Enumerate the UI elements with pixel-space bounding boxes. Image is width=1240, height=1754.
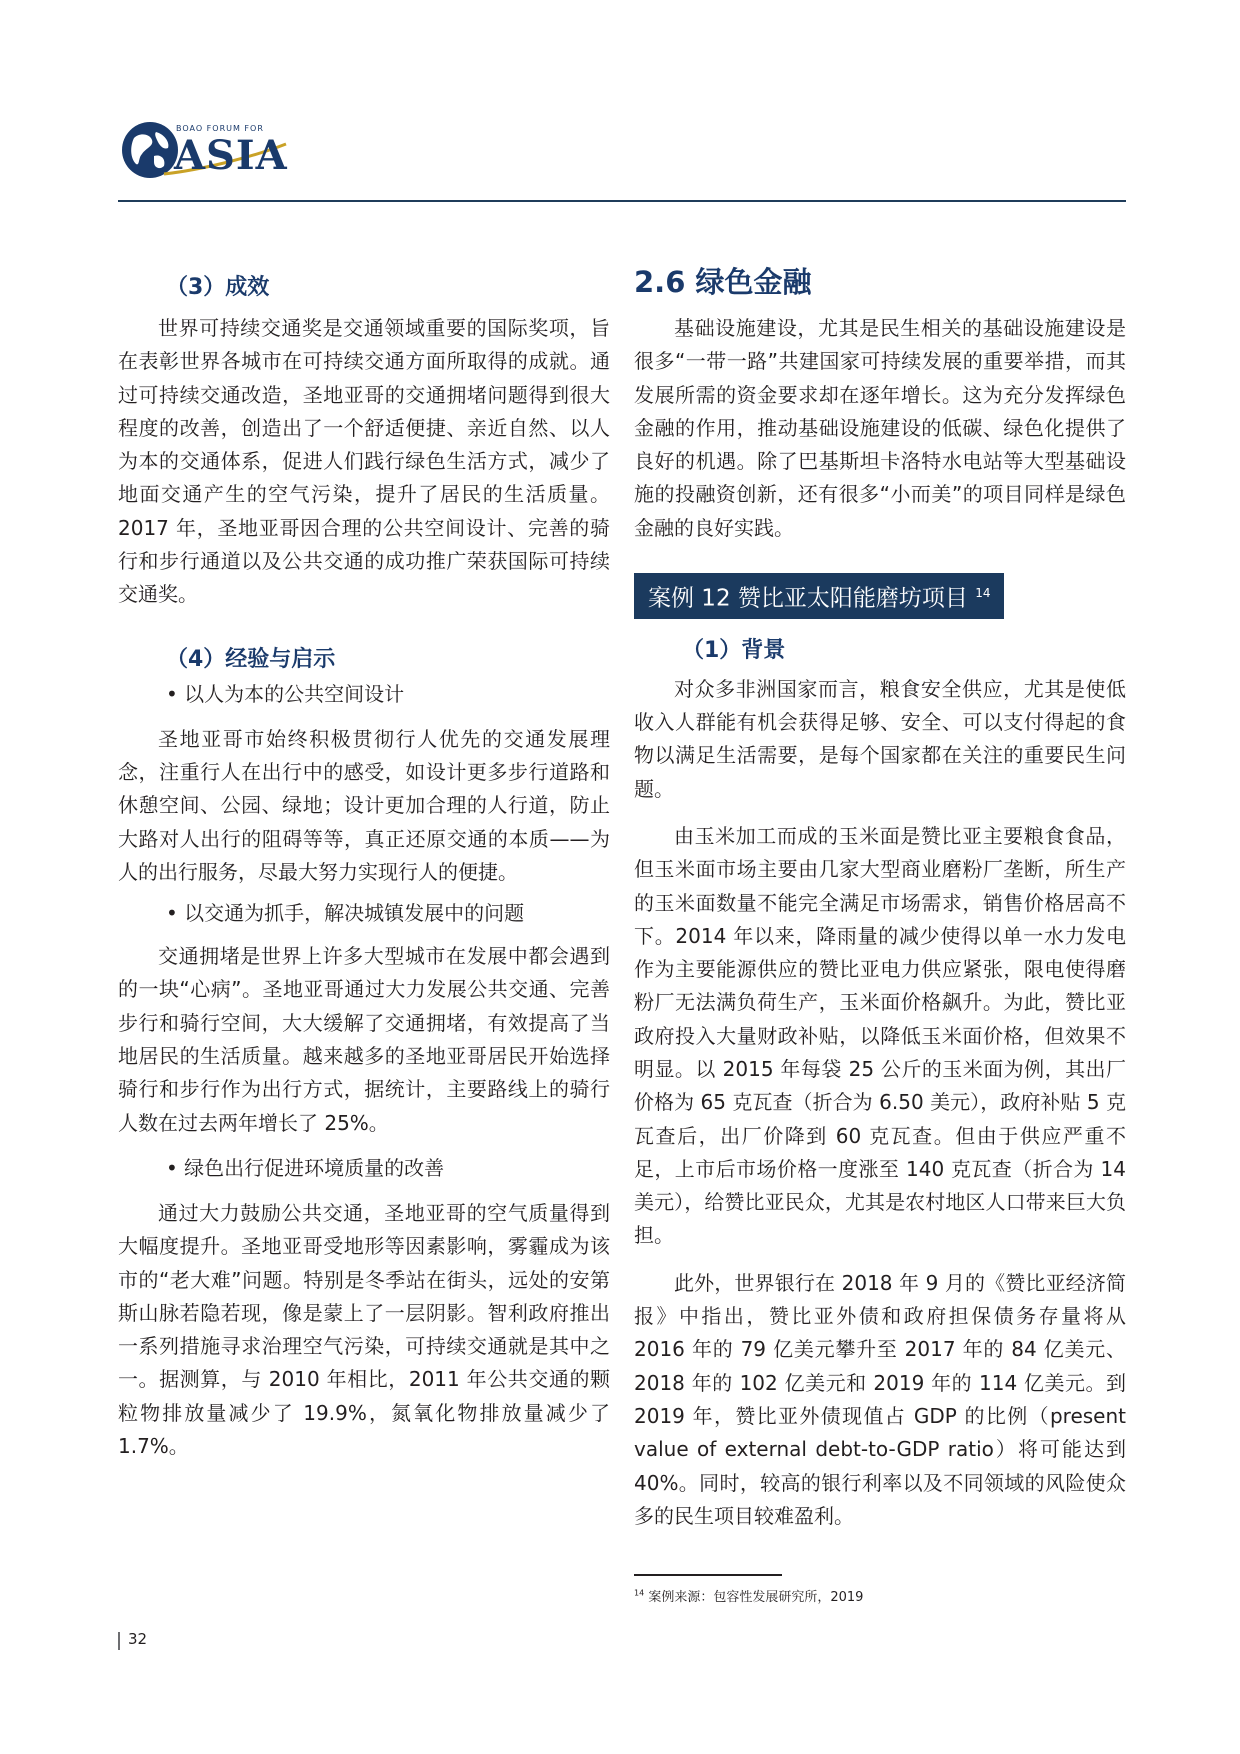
bullet-people-centered: • 以人为本的公共空间设计 — [166, 681, 405, 706]
footnote — [634, 1586, 863, 1605]
paragraph-green-finance: 基础设施建设，尤其是民生相关的基础设施建设是很多“一带一路”共建国家可持续发展的重要举措，而其发展所需的资金要求却在逐年增长。这为充分发挥绿色金融的作用，推动基础设施建设的低碳、绿色化提供了良好的机遇。除了巴基斯坦卡洛特水电站等大型基础设施的投融资创新，还有很多“小而美”的项目同样是绿色金融的良好实践。 — [634, 316, 1126, 540]
left-column — [118, 270, 610, 1463]
page-number-bar — [118, 1632, 120, 1650]
logo-top-text: BOAO FORUM FOR — [176, 124, 264, 133]
case-box-wrapper — [634, 573, 1126, 619]
heading-background: （1）背景 — [682, 637, 786, 663]
footnote-text: 案例来源：包容性发展研究所，2019 — [648, 1590, 864, 1605]
section-title: 2.6 绿色金融 — [634, 265, 812, 299]
paragraph-people-centered: 圣地亚哥市始终积极贯彻行人优先的交通发展理念，注重行人在出行中的感受，如设计更多步行道路和休憩空间、公园、绿地；设计更加合理的人行道，防止大路对人出行的阻碍等等，真正还原交通的本质——为人的出行服务，尽最大努力实现行人的便捷。 — [118, 726, 610, 884]
paragraph-food-security: 对众多非洲国家而言，粮食安全供应，尤其是使低收入人群能有机会获得足够、安全、可以支付得起的食物以满足生活需要，是每个国家都在关注的重要民生问题。 — [634, 676, 1126, 801]
page-number: 32 — [128, 1630, 148, 1648]
paragraph-effects: 世界可持续交通奖是交通领域重要的国际奖项，旨在表彰世界各城市在可持续交通方面所取得的成就。通过可持续交通改造，圣地亚哥的交通拥堵问题得到很大程度的改善，创造出了一个舒适便捷、亲近自然、以人为本的交通体系，促进人们践行绿色生活方式，减少了地面交通产生的空气污染，提升了居民的生活质量。2017 年，圣地亚哥因合理的公共空间设计、完善的骑行和步行通道以及公共交通的成功推广荣获国际可持续交通奖。 — [118, 316, 610, 607]
paragraph-transport-lever: 交通拥堵是世界上许多大型城市在发展中都会遇到的一块“心病”。圣地亚哥通过大力发展公共交通、完善步行和骑行空间，大大缓解了交通拥堵，有效提高了当地居民的生活质量。越来越多的圣地亚哥居民开始选择骑行和步行作为出行方式，据统计，主要路线上的骑行人数在过去两年增长了 25%。 — [118, 944, 610, 1135]
bullet-transport-lever: • 以交通为抓手，解决城镇发展中的问题 — [166, 901, 525, 926]
heading-lessons: （4）经验与启示 — [166, 646, 336, 672]
boao-forum-logo — [120, 118, 290, 184]
paragraph-debt: 此外，世界银行在 2018 年 9 月的《赞比亚经济简报》中指出，赞比亚外债和政府担保债务存量将从 2016 年的 79 亿美元攀升至 2017 年的 84 亿美元、2018 年的 102 亿美元和 2019 年的 114 亿美元。到 2019 年，赞比亚外债现值占 GDP 的比例（present value of external debt-to-GDP ratio）将可能达到 40%。同时，较高的银行利率以及不同领域的风险使众多的民生项目较难盈利。 — [634, 1270, 1126, 1528]
case-title-box — [634, 573, 1004, 619]
footnote-number: 14 — [634, 1588, 645, 1598]
header-rule — [118, 200, 1126, 202]
paragraph-maize-market: 由玉米加工而成的玉米面是赞比亚主要粮食食品，但玉米面市场主要由几家大型商业磨粉厂垄断，所生产的玉米面数量不能完全满足市场需求，销售价格居高不下。2014 年以来，降雨量的减少使得以单一水力发电作为主要能源供应的赞比亚电力供应紧张，限电使得磨粉厂无法满负荷生产，玉米面价格飙升。为此，赞比亚政府投入大量财政补贴，以降低玉米面价格，但效果不明显。以 2015 年每袋 25 公斤的玉米面为例，其出厂价格为 65 克瓦查（折合为 6.50 美元），政府补贴 5 克瓦查后，出厂价降到 60 克瓦查。但由于供应严重不足，上市后市场价格一度涨至 140 克瓦查（折合为 14 美元），给赞比亚民众，尤其是农村地区人口带来巨大负担。 — [634, 823, 1126, 1248]
logo-main-text: ASIA — [174, 132, 288, 179]
heading-effects: （3）成效 — [166, 275, 270, 300]
right-column — [634, 262, 1126, 1533]
case-footnote-ref: 14 — [975, 586, 991, 601]
case-title: 案例 12 赞比亚太阳能磨坊项目 — [648, 585, 968, 612]
bullet-green-travel: • 绿色出行促进环境质量的改善 — [166, 1155, 445, 1180]
footnote-rule — [634, 1574, 782, 1576]
paragraph-green-travel: 通过大力鼓励公共交通，圣地亚哥的空气质量得到大幅度提升。圣地亚哥受地形等因素影响，雾霾成为该市的“老大难”问题。特别是冬季站在街头，远处的安第斯山脉若隐若现，像是蒙上了一层阴影。智利政府推出一系列措施寻求治理空气污染，可持续交通就是其中之一。据测算，与 2010 年相比，2011 年公共交通的颗粒物排放量减少了 19.9%，氮氧化物排放量减少了 1.7%。 — [118, 1200, 610, 1459]
